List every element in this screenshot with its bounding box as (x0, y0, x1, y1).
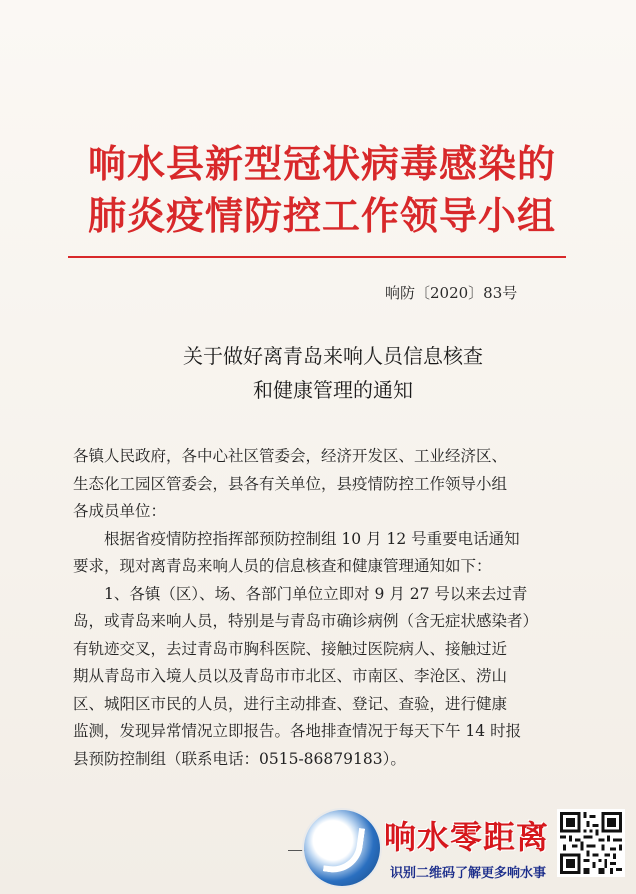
qr-code-graphic (560, 812, 622, 874)
notice-body (73, 443, 573, 773)
paragraph-line: 期从青岛市入境人员以及青岛市市北区、市南区、李沧区、涝山 (73, 667, 508, 685)
brand-tagline: 识别二维码了解更多响水事 (390, 866, 547, 881)
paragraph-line: 要求，现对离青岛来响人员的信息核查和健康管理通知如下： (73, 557, 492, 575)
paragraph-item-1 (73, 581, 573, 774)
org-title-line-2: 肺炎疫情防控工作领导小组 (88, 193, 557, 238)
notice-title (0, 339, 636, 407)
paragraph-line: 有轨迹交叉，去过青岛市胸科医院、接触过医院病人、接触过近 (73, 639, 508, 658)
notice-title-line-2: 和健康管理的通知 (253, 378, 413, 402)
brand-name: 响水零距离 (384, 818, 550, 856)
qr-code-icon (557, 809, 625, 877)
paragraph-line: 1、各镇（区）、场、各部门单位立即对 9 月 27 号以来去过青 (104, 584, 528, 603)
issuing-organization-title (88, 138, 558, 242)
paragraph-line: 县预防控制组（联系电话：0515-86879183）。 (73, 749, 406, 768)
paragraph-line: 岛，或青岛来响人员，特别是与青岛市确诊病例（含无症状感染者） (73, 612, 539, 630)
org-title-line-1: 响水县新型冠状病毒感染的 (88, 141, 557, 186)
paragraph-basis (73, 526, 573, 581)
recipients-line: 各镇人民政府，各中心社区管委会，经济开发区、工业经济区、 (73, 447, 508, 465)
recipients-paragraph (73, 443, 573, 526)
notice-title-line-1: 关于做好离青岛来响人员信息核查 (183, 344, 483, 368)
blue-swoosh-logo-icon (304, 810, 380, 886)
paragraph-line: 根据省疫情防控指挥部预防控制组 10 月 12 号重要电话通知 (104, 529, 520, 548)
recipients-line: 各成员单位： (73, 502, 167, 520)
document-number: 响防〔2020〕83号 (385, 284, 518, 302)
logo-swoosh-shape (323, 824, 365, 877)
paragraph-line: 区、城阳区市民的人员，进行主动排查、登记、查验，进行健康 (73, 694, 508, 713)
paragraph-line: 监测，发现异常情况立即报告。各地排查情况于每天下午 14 时报 (73, 722, 522, 740)
recipients-line: 生态化工园区管委会，县各有关单位，县疫情防控工作领导小组 (73, 474, 508, 493)
red-header-rule (68, 256, 566, 258)
